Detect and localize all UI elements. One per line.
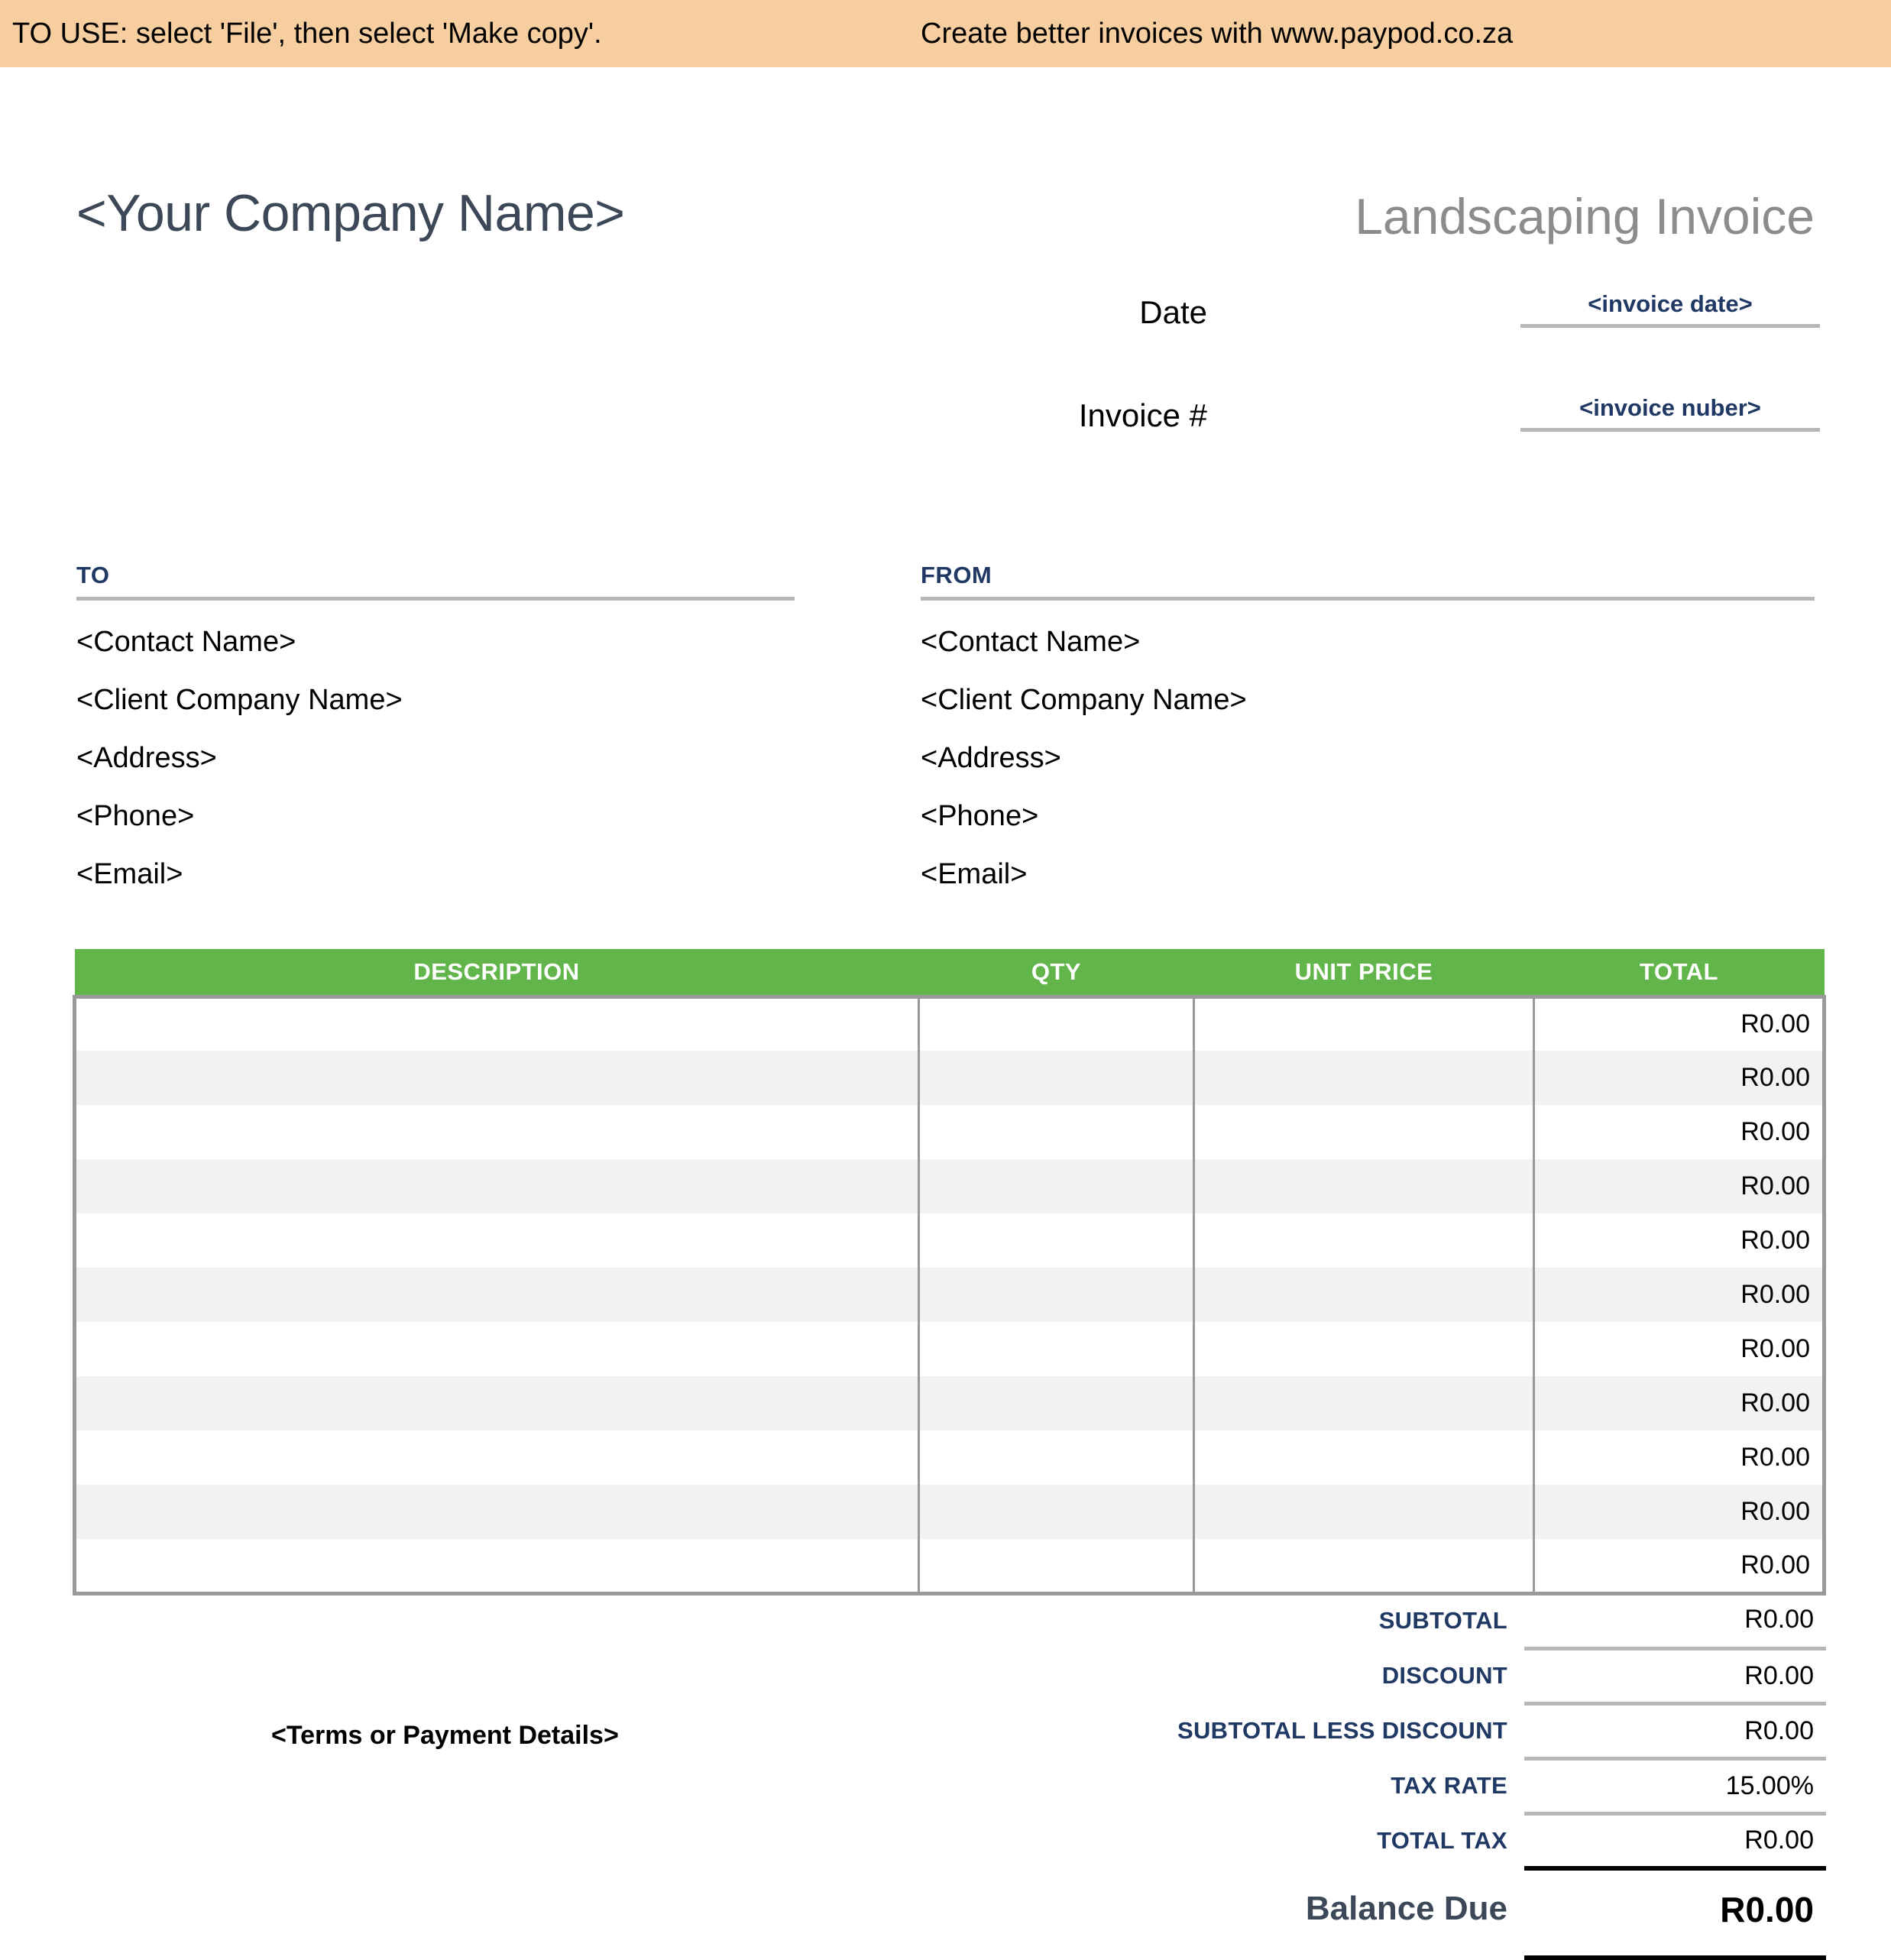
- line-item-unit-price[interactable]: [1194, 1159, 1534, 1213]
- table-row: [75, 1322, 1825, 1376]
- line-item-description[interactable]: [75, 1105, 919, 1159]
- line-item-description[interactable]: [75, 1159, 919, 1213]
- table-row: [75, 1159, 1825, 1213]
- totals-row-subtotal: [1108, 1593, 1826, 1648]
- subtotal-less-discount-label: SUBTOTAL LESS DISCOUNT: [1177, 1717, 1507, 1744]
- company-name[interactable]: <Your Company Name>: [76, 184, 625, 242]
- table-row: [75, 1051, 1825, 1105]
- line-item-qty[interactable]: [919, 1322, 1194, 1376]
- banner-promo-text: Create better invoices with www.paypod.co.za: [921, 17, 1514, 50]
- line-item-unit-price[interactable]: [1194, 1322, 1534, 1376]
- date-value: <invoice date>: [1588, 290, 1753, 317]
- line-item-unit-price[interactable]: [1194, 1539, 1534, 1593]
- terms-text[interactable]: <Terms or Payment Details>: [271, 1721, 619, 1750]
- line-item-description[interactable]: [75, 1539, 919, 1593]
- to-phone[interactable]: <Phone>: [76, 800, 195, 832]
- to-company-name[interactable]: <Client Company Name>: [76, 684, 403, 716]
- line-item-qty[interactable]: [919, 1430, 1194, 1485]
- column-header-description: DESCRIPTION: [75, 949, 919, 996]
- tax-rate-label: TAX RATE: [1391, 1772, 1507, 1799]
- table-row: [75, 1105, 1825, 1159]
- line-item-qty[interactable]: [919, 1539, 1194, 1593]
- tax-rate-value[interactable]: 15.00%: [1524, 1758, 1826, 1813]
- line-item-description[interactable]: [75, 1051, 919, 1105]
- totals-row-tax-rate: [1108, 1758, 1826, 1813]
- line-item-total: R0.00: [1534, 1105, 1825, 1159]
- line-item-description[interactable]: [75, 1268, 919, 1322]
- line-item-total: R0.00: [1534, 1376, 1825, 1430]
- balance-due-label: Balance Due: [1305, 1889, 1507, 1927]
- totals-row-subtotal-less-discount: [1108, 1703, 1826, 1758]
- top-banner: [0, 0, 1891, 67]
- line-item-total: R0.00: [1534, 1213, 1825, 1268]
- totals-row-balance-due: [1108, 1868, 1826, 1949]
- line-item-description[interactable]: [75, 1213, 919, 1268]
- line-item-total: R0.00: [1534, 1268, 1825, 1322]
- line-item-unit-price[interactable]: [1194, 1105, 1534, 1159]
- line-item-qty[interactable]: [919, 1485, 1194, 1539]
- discount-label: DISCOUNT: [1381, 1662, 1507, 1689]
- from-contact-name[interactable]: <Contact Name>: [921, 626, 1141, 658]
- totals-bottom-rule: [1108, 1949, 1826, 1958]
- to-address[interactable]: <Address>: [76, 742, 217, 774]
- column-header-unit-price: UNIT PRICE: [1194, 949, 1534, 996]
- from-phone[interactable]: <Phone>: [921, 800, 1039, 832]
- date-field[interactable]: [1520, 290, 1820, 328]
- subtotal-less-discount-value: R0.00: [1524, 1703, 1826, 1758]
- table-header-row: [75, 949, 1825, 996]
- table-row: [75, 1376, 1825, 1430]
- line-item-qty[interactable]: [919, 1051, 1194, 1105]
- document-title: Landscaping Invoice: [1355, 188, 1815, 245]
- total-tax-value: R0.00: [1524, 1813, 1826, 1868]
- discount-value[interactable]: R0.00: [1524, 1648, 1826, 1703]
- column-header-qty: QTY: [919, 949, 1194, 996]
- line-item-total: R0.00: [1534, 1430, 1825, 1485]
- line-item-qty[interactable]: [919, 1105, 1194, 1159]
- table-row: [75, 1213, 1825, 1268]
- totals-bottom-rule-spacer: [1108, 1949, 1524, 1958]
- line-items-table: [73, 949, 1822, 1596]
- line-item-total: R0.00: [1534, 1051, 1825, 1105]
- line-item-unit-price[interactable]: [1194, 1213, 1534, 1268]
- from-block: [921, 562, 1815, 891]
- to-email[interactable]: <Email>: [76, 858, 183, 890]
- line-item-description[interactable]: [75, 1430, 919, 1485]
- line-item-unit-price[interactable]: [1194, 996, 1534, 1051]
- table-row: [75, 1268, 1825, 1322]
- line-item-total: R0.00: [1534, 1322, 1825, 1376]
- line-item-description[interactable]: [75, 1485, 919, 1539]
- to-heading: TO: [76, 562, 795, 601]
- totals-bottom-rule-line: [1524, 1949, 1826, 1958]
- totals-block: [1108, 1593, 1826, 1960]
- from-address[interactable]: <Address>: [921, 742, 1061, 774]
- line-item-unit-price[interactable]: [1194, 1051, 1534, 1105]
- banner-instruction-text: TO USE: select 'File', then select 'Make copy'.: [12, 17, 602, 50]
- from-heading: FROM: [921, 562, 1815, 601]
- totals-row-discount: [1108, 1648, 1826, 1703]
- totals-row-total-tax: [1108, 1813, 1826, 1868]
- from-email[interactable]: <Email>: [921, 858, 1028, 890]
- line-item-unit-price[interactable]: [1194, 1430, 1534, 1485]
- total-tax-label: TOTAL TAX: [1377, 1827, 1507, 1854]
- line-item-total: R0.00: [1534, 1539, 1825, 1593]
- invoice-number-label: Invoice #: [1078, 397, 1207, 433]
- line-item-description[interactable]: [75, 1376, 919, 1430]
- from-company-name[interactable]: <Client Company Name>: [921, 684, 1247, 716]
- line-item-qty[interactable]: [919, 1159, 1194, 1213]
- to-block: [76, 562, 795, 891]
- line-item-qty[interactable]: [919, 1213, 1194, 1268]
- subtotal-label: SUBTOTAL: [1378, 1607, 1507, 1634]
- to-contact-name[interactable]: <Contact Name>: [76, 626, 296, 658]
- balance-due-value: R0.00: [1720, 1890, 1814, 1929]
- table-row: [75, 1485, 1825, 1539]
- subtotal-value: R0.00: [1524, 1593, 1826, 1648]
- column-header-total: TOTAL: [1534, 949, 1825, 996]
- line-item-qty[interactable]: [919, 1268, 1194, 1322]
- line-item-total: R0.00: [1534, 996, 1825, 1051]
- invoice-number-field[interactable]: [1520, 394, 1820, 432]
- table-row: [75, 1430, 1825, 1485]
- line-item-qty[interactable]: [919, 1376, 1194, 1430]
- date-label: Date: [1139, 294, 1207, 330]
- invoice-number-value: <invoice nuber>: [1579, 394, 1761, 421]
- line-item-qty[interactable]: [919, 996, 1194, 1051]
- table-row: [75, 996, 1825, 1051]
- table-row: [75, 1539, 1825, 1593]
- line-item-unit-price[interactable]: [1194, 1485, 1534, 1539]
- line-item-unit-price[interactable]: [1194, 1268, 1534, 1322]
- line-item-unit-price[interactable]: [1194, 1376, 1534, 1430]
- line-item-description[interactable]: [75, 996, 919, 1051]
- line-item-total: R0.00: [1534, 1159, 1825, 1213]
- line-item-description[interactable]: [75, 1322, 919, 1376]
- line-item-total: R0.00: [1534, 1485, 1825, 1539]
